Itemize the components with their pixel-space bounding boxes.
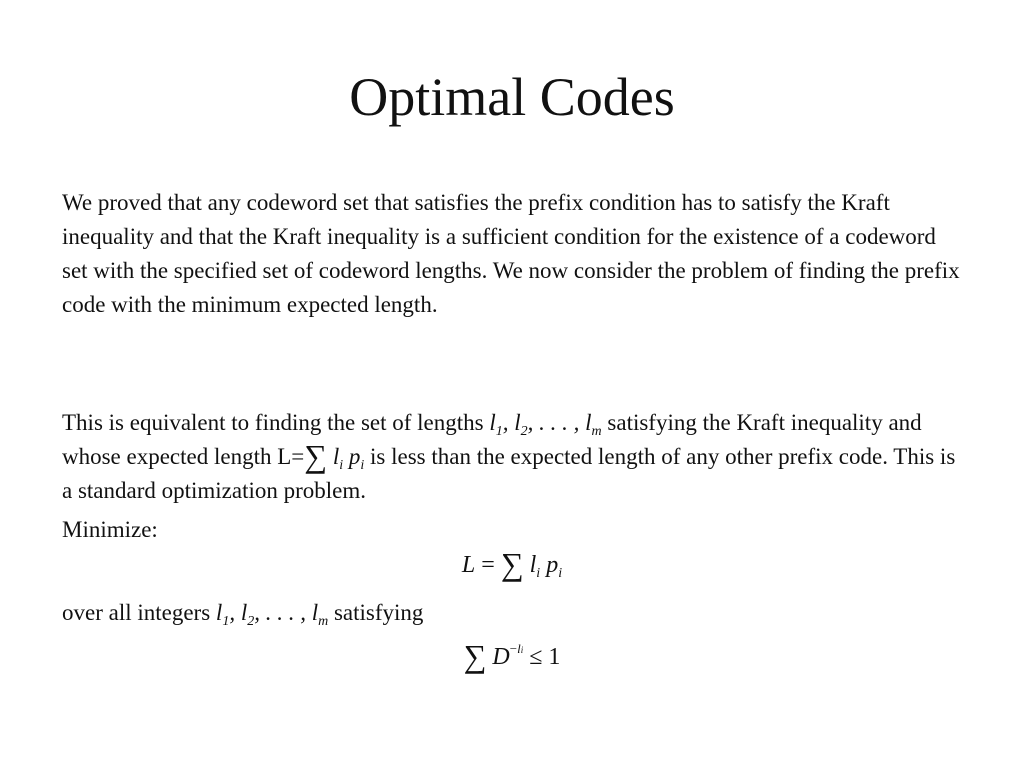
inline-sum-symbol: ∑ [304,438,328,474]
length-l1-symbol: l [489,410,496,435]
formula1-lhs: L [461,552,476,578]
over-all-separator-1: , [229,600,241,625]
length-l1-subscript: 1 [495,424,503,439]
length-lm-subscript: m [591,424,602,439]
over-all-l2-symbol: l [240,600,248,625]
lengths-separator-1: , [502,410,515,435]
paragraph-kraft-intro: We proved that any codeword set that satisfies the prefix condition has to satisfy the Kraft inequality and that the Kraft inequality is a sufficient condition for the existence of a codeword set with the specified set of codeword lengths. We now consider the problem of finding the prefix code with the minimum expected length. [62,190,960,317]
formula1-l-subscript: i [536,566,541,581]
lengths-ellipsis: , . . . , [527,410,586,435]
inline-term-l-subscript: i [339,458,344,473]
kraft-inequality-formula [0,637,1024,677]
slide-title: Optimal Codes [349,67,675,127]
inline-term-p: p [348,444,361,469]
formula2-sum-symbol: ∑ [463,638,487,674]
paragraph-equivalence-text-a: This is equivalent to finding the set of lengths [62,410,490,435]
length-l2-subscript: 2 [520,424,528,439]
inline-term-l: l [332,444,340,469]
lengths-sequence [489,410,602,439]
paragraph-equivalence-text-b: satisfying the Kraft inequality and whose expected length L= [62,410,922,469]
length-lm-symbol: l [585,410,592,435]
formula1-p: p [546,552,559,578]
over-all-text-after: satisfying [328,600,424,625]
over-all-lengths-sequence [215,600,329,629]
length-l2-symbol: l [514,410,521,435]
over-all-ellipsis: , . . . , [254,600,312,625]
formula2-base: D [492,644,510,670]
formula2-exponent-sign: − [509,641,518,656]
formula2-exponent-l: l [517,641,521,656]
paragraph-equivalence [62,406,962,508]
inline-expected-length-formula [304,438,365,474]
formula1-l: l [529,552,537,578]
formula2-relation: ≤ 1 [523,644,561,670]
over-all-lm-symbol: l [311,600,319,625]
formula2-exponent [510,641,523,656]
over-all-l1-symbol: l [215,600,223,625]
formula1-sum-symbol: ∑ [500,546,524,582]
formula2-exponent-subscript: i [520,645,524,655]
expected-length-formula [0,545,1024,585]
inline-term-p-subscript: i [360,458,365,473]
paragraph-equivalence-text-c: is less than the expected length of any other prefix code. This is a standard optimization problem. [62,444,956,503]
over-all-text-before: over all integers [62,600,216,625]
formula1-p-subscript: i [558,566,563,581]
minimize-label: Minimize: [62,517,158,542]
over-all-lm-subscript: m [318,614,329,629]
over-all-l2-subscript: 2 [247,614,255,629]
formula1-equals: = [475,552,501,578]
over-all-integers-line [62,596,962,630]
over-all-l1-subscript: 1 [222,614,230,629]
